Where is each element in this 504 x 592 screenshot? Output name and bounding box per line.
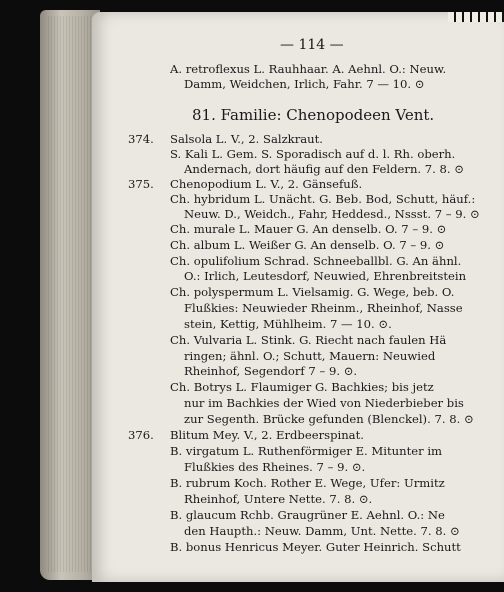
book-page-edges [40,10,100,580]
page-text [92,12,504,582]
entry-line: Ch. hybridum L. Unächt. G. Beb. Bod, Schutt, häuf.: [170,192,476,206]
entry-line: Ch. murale L. Mauer G. An denselb. O. 7 – 9. ⊙ [170,222,447,236]
entry-line: B. bonus Henricus Meyer. Guter Heinrich. Schutt [170,540,461,554]
entry-line: Flußkies des Rheines. 7 – 9. ⊙. [184,460,366,474]
entry-line: Ch. album L. Weißer G. An denselb. O. 7 – 9. ⊙ [170,238,445,252]
entry-line: den Haupth.: Neuw. Damm, Unt. Nette. 7. 8. ⊙ [184,524,460,538]
entry-line: ringen; ähnl. O.; Schutt, Mauern: Neuwied [184,349,436,363]
entry-line: S. Kali L. Gem. S. Sporadisch auf d. l. Rh. oberh. [170,147,456,161]
entry-line: Neuw. D., Weidch., Fahr, Heddesd., Nssst. 7 – 9. ⊙ [184,207,480,221]
entry-line: Rheinhof, Untere Nette. 7. 8. ⊙. [184,492,373,506]
entry-line: Rheinhof, Segendorf 7 – 9. ⊙. [184,364,358,378]
entry-line: nur im Bachkies der Wied von Niederbieber bis [184,396,464,410]
book-page [92,12,504,582]
entry-line: Damm, Weidchen, Irlich, Fahr. 7 — 10. ⊙ [184,77,425,91]
entry-line: B. rubrum Koch. Rother E. Wege, Ufer: Urmitz [170,476,445,490]
entry-line: zur Segenth. Brücke gefunden (Blenckel). 7. 8. ⊙ [184,412,474,426]
entry-line: stein, Kettig, Mühlheim. 7 — 10. ⊙. [184,317,392,331]
entry-line: Flußkies: Neuwieder Rheinm., Rheinhof, Nasse [184,301,463,315]
entry-line: Ch. polyspermum L. Vielsamig. G. Wege, beb. O. [170,285,455,299]
entry-line: B. glaucum Rchb. Graugrüner E. Aehnl. O.: Ne [170,508,445,522]
entry-line: Ch. Botrys L. Flaumiger G. Bachkies; bis jetz [170,380,434,394]
entry-line: Ch. opulifolium Schrad. Schneeballbl. G. An ähnl. [170,254,462,268]
entry-line: Ch. Vulvaria L. Stink. G. Riecht nach faulen Hä [170,333,447,347]
genus-number: 375. [128,177,154,191]
entry-line: A. retroflexus L. Rauhhaar. A. Aehnl. O.: Neuw. [170,62,447,76]
entry-line: B. virgatum L. Ruthenförmiger E. Mitunter im [170,444,443,458]
genus-line: Chenopodium L. V., 2. Gänsefuß. [170,177,363,191]
family-heading: 81. Familie: Chenopodeen Vent. [192,106,435,124]
genus-line: Blitum Mey. V., 2. Erdbeerspinat. [170,428,364,442]
entry-line: O.: Irlich, Leutesdorf, Neuwied, Ehrenbreitstein [184,269,467,283]
genus-number: 374. [128,132,154,146]
genus-number: 376. [128,428,154,442]
entry-line: Andernach, dort häufig auf den Feldern. 7. 8. ⊙ [184,162,464,176]
page-number: — 114 — [280,37,344,53]
genus-line: Salsola L. V., 2. Salzkraut. [170,132,323,146]
